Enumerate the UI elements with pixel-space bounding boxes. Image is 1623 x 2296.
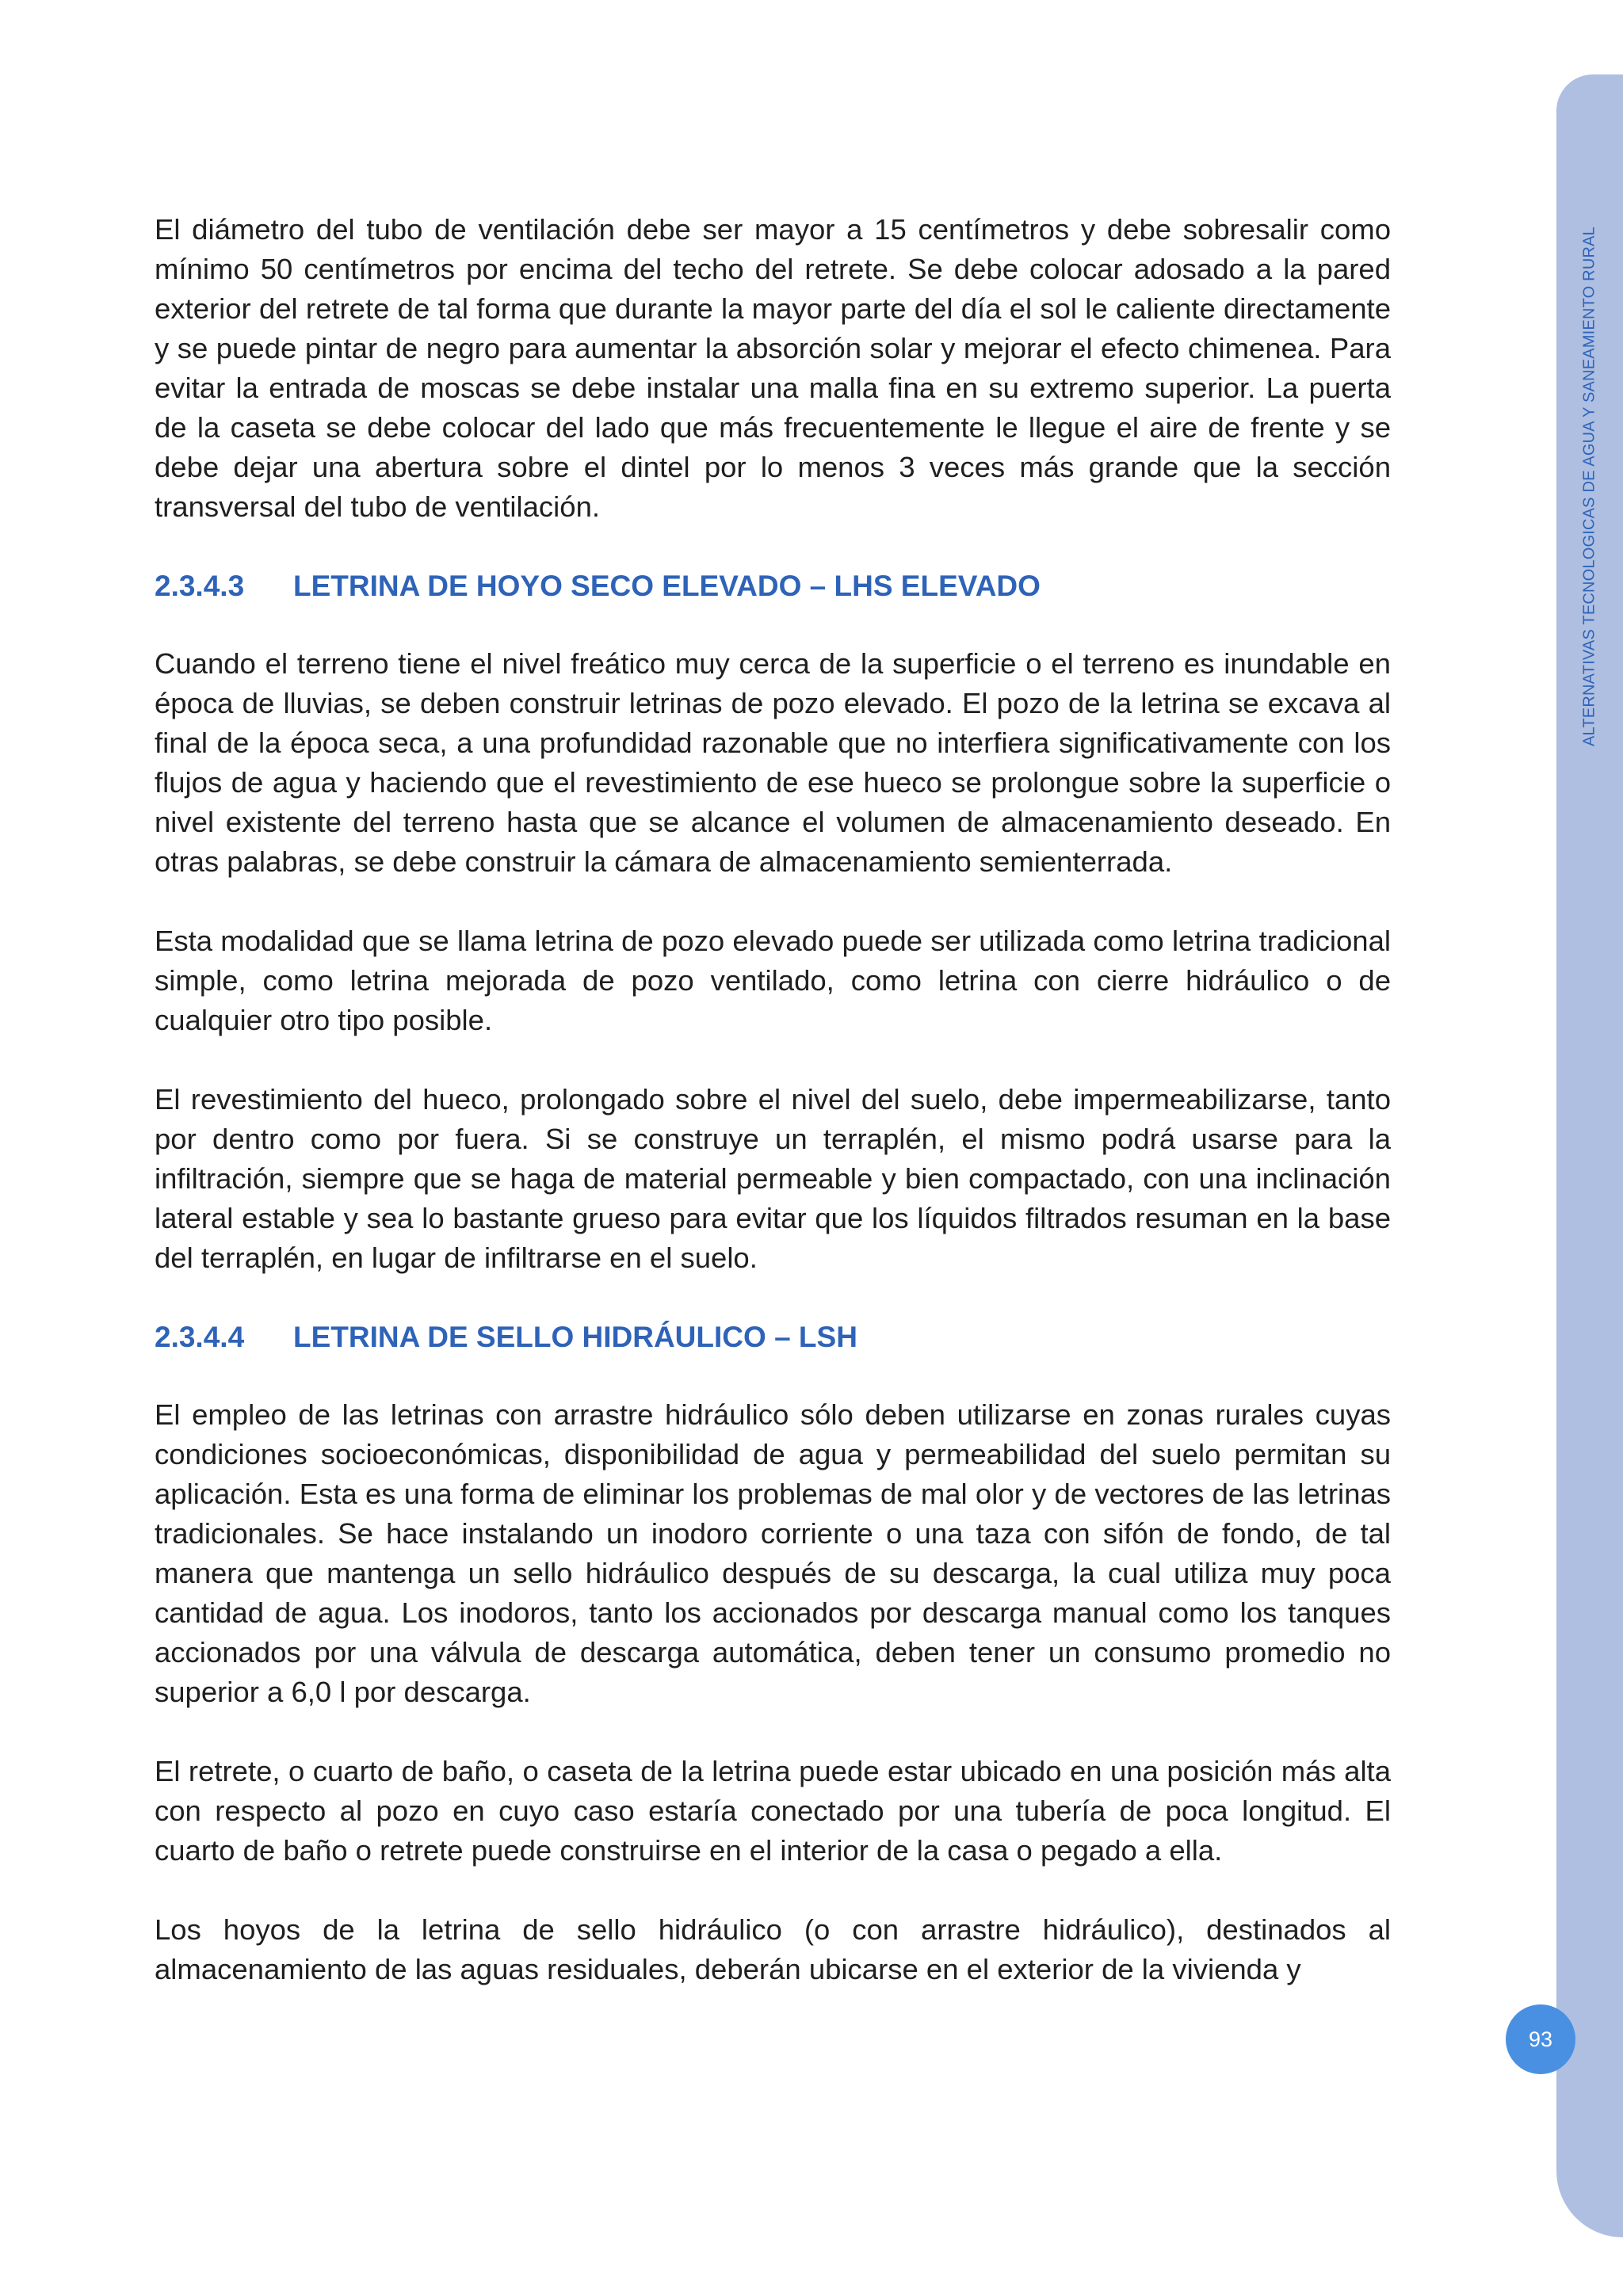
section-number: 2.3.4.3 xyxy=(155,570,245,602)
paragraph: El retrete, o cuarto de baño, o caseta de la letrina puede estar ubicado en una posición más alta con respecto al pozo en cuyo caso estaría conectado por una tubería de poca longitud. El cuarto de baño o retrete puede construirse en el interior de la casa o pegado a ella. xyxy=(155,1755,1391,1867)
paragraph: El diámetro del tubo de ventilación debe ser mayor a 15 centímetros y debe sobresalir como mínimo 50 centímetros por encima del techo del retrete. Se debe colocar adosado a la pared exterior del retrete de tal forma que durante la mayor parte del día el sol le caliente directamente y se puede pintar de negro para aumentar la absorción solar y mejorar el efecto chimenea. Para evitar la entrada de moscas se debe instalar una malla fina en su extremo superior. La puerta de la caseta se debe colocar del lado que más frecuentemente le llegue el aire de frente y se debe dejar una abertura sobre el dintel por lo menos 3 veces más grande que la sección transversal del tubo de ventilación. xyxy=(155,213,1391,523)
paragraph: El revestimiento del hueco, prolongado sobre el nivel del suelo, debe impermeabilizarse, tanto por dentro como por fuera. Si se construye un terraplén, el mismo podrá usarse para la infiltración, siempre que se haga de material permeable y bien compactado, con una inclinación lateral estable y sea lo bastante grueso para evitar que los líquidos filtrados resuman en la base del terraplén, en lugar de infiltrarse en el suelo. xyxy=(155,1083,1391,1274)
section-title: LETRINA DE SELLO HIDRÁULICO – LSH xyxy=(293,1321,857,1353)
paragraph: El empleo de las letrinas con arrastre hidráulico sólo deben utilizarse en zonas rurales cuyas condiciones socioeconómicas, disponibilidad de agua y permeabilidad del suelo permitan su aplicación. Esta es una forma de eliminar los problemas de mal olor y de vectores de las letrinas tradicionales. Se hace instalando un inodoro corriente o una taza con sifón de fondo, de tal manera que mantenga un sello hidráulico después de su descarga, la cual utiliza muy poca cantidad de agua. Los inodoros, tanto los accionados por descarga manual como los tanques accionados por una válvula de descarga automática, deben tener un consumo promedio no superior a 6,0 l por descarga. xyxy=(155,1398,1391,1708)
page-number-badge xyxy=(1506,2004,1575,2074)
section-heading xyxy=(155,566,1391,606)
section-heading xyxy=(155,1318,1391,1357)
paragraph: Cuando el terreno tiene el nivel freático muy cerca de la superficie o el terreno es inundable en época de lluvias, se deben construir letrinas de pozo elevado. El pozo de la letrina se excava al final de la época seca, a una profundidad razonable que no interfiera significativamente con los flujos de agua y haciendo que el revestimiento de ese hueco se prolongue sobre la superficie o nivel existente del terreno hasta que se alcance el volumen de almacenamiento deseado. En otras palabras, se debe construir la cámara de almacenamiento semienterrada. xyxy=(155,647,1391,878)
page-number: 93 xyxy=(1528,2027,1553,2051)
paragraph: Esta modalidad que se llama letrina de pozo elevado puede ser utilizada como letrina tradicional simple, como letrina mejorada de pozo ventilado, como letrina con cierre hidráulico o de cualquier otro tipo posible. xyxy=(155,925,1391,1036)
side-title-text: ALTERNATIVAS TECNOLOGICAS DE AGUA Y SANEAMIENTO RURAL xyxy=(1580,227,1598,746)
paragraph: Los hoyos de la letrina de sello hidráulico (o con arrastre hidráulico), destinados al almacenamiento de las aguas residuales, deberán ubicarse en el exterior de la vivienda y xyxy=(155,1913,1391,1985)
section-title: LETRINA DE HOYO SECO ELEVADO – LHS ELEVADO xyxy=(293,570,1041,602)
page-content xyxy=(155,210,1391,2029)
section-number: 2.3.4.4 xyxy=(155,1321,245,1353)
